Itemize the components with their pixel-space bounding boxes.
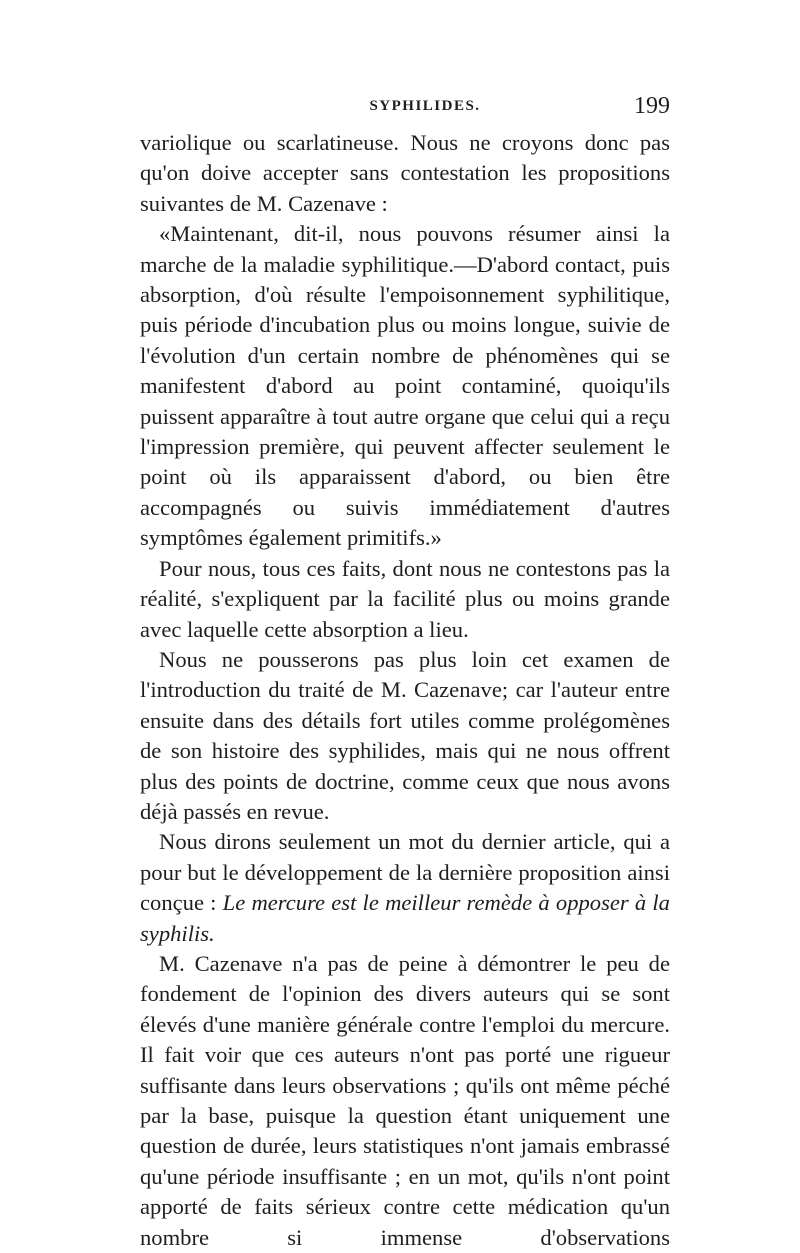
running-head [140,92,670,128]
paragraph-quotation: «Maintenant, dit-il, nous pouvons résumer ainsi la marche de la maladie syphilitique.—D'abord contact, puis absorption, d'où résulte l'empoisonnement syphilitique, puis période d'incubation plus ou moins longue, suivie de l'évolution d'un certain nombre de phénomènes qui se manifestent d'abord au point contaminé, quoiqu'ils puissent apparaître à tout autre organe que celui qui a reçu l'impression première, qui peuvent affecter seulement le point où ils apparaissent d'abord, ou bien être accompagnés ou suivis immédiatement d'autres symptômes également primitifs.» [140,221,670,551]
mercury-proposition: Le mercure est le meilleur remède à opposer à la syphilis. [140,890,670,946]
paragraph-mercury-critics: M. Cazenave n'a pas de peine à démontrer le peu de fondement de l'opinion des divers auteurs qui se sont élevés d'une manière générale contre l'emploi du mercure. Il fait voir que ces auteurs n'ont pas porté une rigueur suffisante dans leurs observations ; qu'ils ont même péché par la base, puisque la question étant uniquement une question de durée, leurs statistiques n'ont jamais embrassé qu'une période insuffisante ; en un mot, qu'ils n'ont point apporté de faits sérieux contre cette médication qu'un nombre si immense d'observations [140,950,670,1250]
page-number: 199 [634,93,670,119]
paragraph-last-article [140,827,670,949]
paragraph-continuation: variolique ou scarlatineuse. Nous ne croyons donc pas qu'on doive accepter sans contestation les propositions suivantes de M. Cazenave : [140,130,670,216]
body-text [140,128,670,1253]
paragraph-absorption: Pour nous, tous ces faits, dont nous ne contestons pas la réalité, s'expliquent par la facilité plus ou moins grande avec laquelle cette absorption a lieu. [140,555,670,642]
book-page [140,92,670,1253]
paragraph-introduction: Nous ne pousserons pas plus loin cet examen de l'introduction du traité de M. Cazenave; car l'auteur entre ensuite dans des détails fort utiles comme prolégomènes de son histoire des syphilides, mais qui ne nous offrent plus des points de doctrine, comme ceux que nous avons déjà passés en revue. [140,646,670,824]
running-title: SYPHILIDES. [369,98,481,114]
paragraph-last-article-text: Nous dirons seulement un mot du dernier article, qui a pour but le développement de la dernière proposition ainsi conçue : [140,829,670,916]
